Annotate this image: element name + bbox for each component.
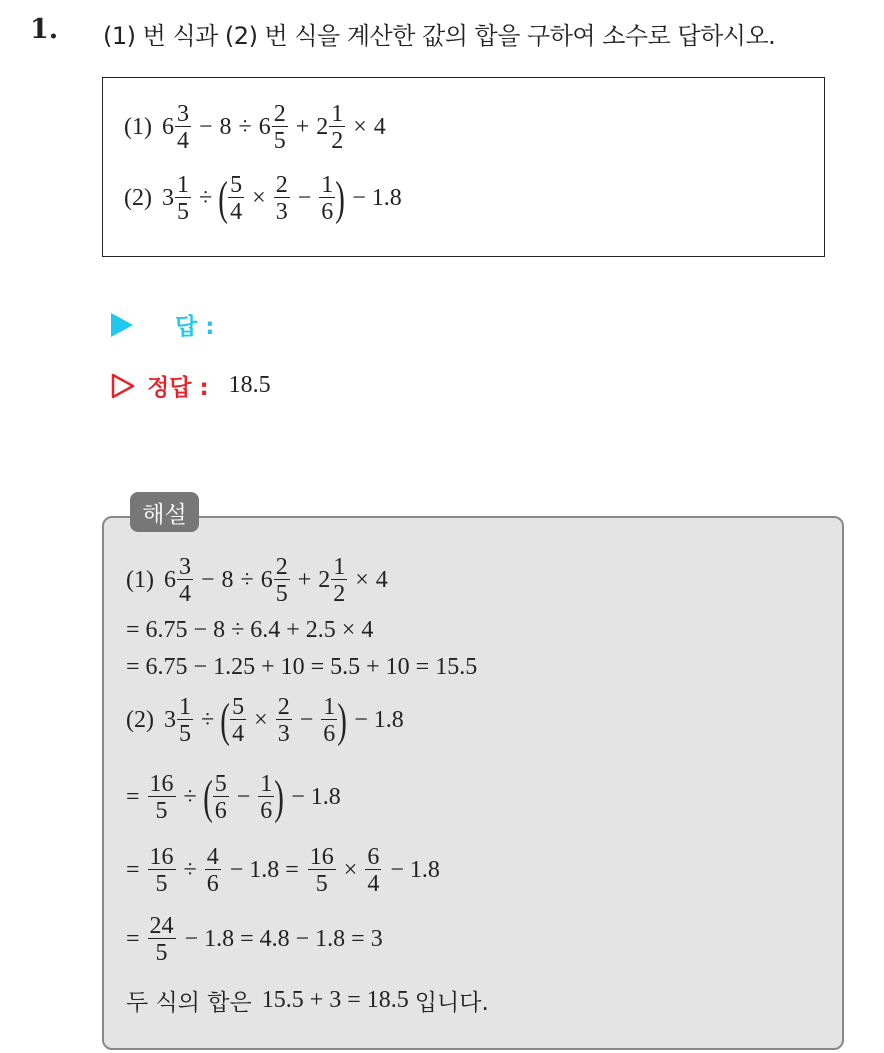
denominator: 6 <box>321 199 334 225</box>
denominator: 3 <box>277 721 290 747</box>
numerator: 5 <box>214 771 227 797</box>
number: 4 <box>373 114 386 140</box>
numerator: 24 <box>149 913 174 939</box>
whole-number: 2 <box>316 114 329 140</box>
whole-number: 3 <box>161 185 174 211</box>
solution-tag: 해설 <box>130 492 199 532</box>
numerator: 1 <box>323 694 336 720</box>
question-text: (1) 번 식과 (2) 번 식을 계산한 값의 합을 구하여 소수로 답하시오. <box>103 22 776 50</box>
whole-number: 3 <box>163 707 176 733</box>
left-paren: ( <box>218 171 228 225</box>
operator: × <box>355 567 369 593</box>
solution-line-3: = 6.75 − 1.25 + 10 = 5.5 + 10 = 15.5 <box>126 654 478 680</box>
fraction <box>308 845 336 896</box>
answer-label: 답 : <box>175 314 215 340</box>
fraction <box>274 173 290 224</box>
operator: + <box>295 114 310 140</box>
operator: × <box>252 185 266 211</box>
operator: − <box>236 784 251 810</box>
denominator: 4 <box>232 721 245 747</box>
numerator: 5 <box>230 172 243 198</box>
numerator: 1 <box>331 101 344 127</box>
fraction <box>177 555 193 606</box>
fraction <box>276 695 292 746</box>
denominator: 5 <box>176 199 189 225</box>
equals-sign: = <box>126 926 140 952</box>
denominator: 5 <box>155 871 168 897</box>
fraction <box>319 173 335 224</box>
fraction <box>331 555 347 606</box>
equals-sign: = <box>126 857 140 883</box>
operator: ÷ <box>200 707 215 733</box>
conclusion-suffix: 입니다. <box>414 990 489 1016</box>
right-paren: ) <box>274 770 285 824</box>
whole-number: 6 <box>258 114 271 140</box>
denominator: 5 <box>275 581 288 607</box>
denominator: 5 <box>273 128 286 154</box>
operator: ÷ <box>238 114 252 140</box>
denominator: 5 <box>155 940 168 966</box>
problem-expression-2 <box>124 173 402 224</box>
denominator: 4 <box>367 871 380 897</box>
fraction <box>258 772 274 823</box>
fraction <box>175 102 191 153</box>
denominator: 6 <box>206 871 219 897</box>
numerator: 6 <box>367 844 380 870</box>
equals-sign: = <box>126 784 140 810</box>
question-number: 1. <box>30 14 59 45</box>
numerator: 3 <box>178 554 191 580</box>
problem-expression-1 <box>124 102 386 153</box>
whole-number: 2 <box>318 567 331 593</box>
expr-tail: − 1.8 <box>390 857 440 883</box>
conclusion-math: 15.5 + 3 = 18.5 <box>261 987 409 1013</box>
operator: × <box>353 114 367 140</box>
fraction <box>205 845 221 896</box>
conclusion-prefix: 두 식의 합은 <box>126 990 252 1016</box>
numerator: 16 <box>149 771 174 797</box>
denominator: 5 <box>155 798 168 824</box>
denominator: 4 <box>178 581 191 607</box>
play-triangle-icon <box>111 313 133 337</box>
expr-label: (1) <box>126 567 154 593</box>
numerator: 5 <box>232 694 245 720</box>
right-paren: ) <box>335 171 346 225</box>
fraction <box>213 772 229 823</box>
fraction <box>175 173 191 224</box>
numerator: 1 <box>333 554 346 580</box>
numerator: 2 <box>273 101 286 127</box>
numerator: 1 <box>178 694 191 720</box>
expr-tail: − 1.8 <box>291 784 341 810</box>
numerator: 4 <box>206 844 219 870</box>
numerator: 2 <box>275 554 288 580</box>
operator: − <box>200 567 215 593</box>
fraction <box>272 102 288 153</box>
number: 8 <box>219 114 232 140</box>
denominator: 4 <box>176 128 189 154</box>
denominator: 2 <box>331 128 344 154</box>
denominator: 6 <box>323 721 336 747</box>
numerator: 1 <box>321 172 334 198</box>
operator: − <box>299 707 314 733</box>
expr-tail: − 1.8 = 4.8 − 1.8 = 3 <box>184 926 383 952</box>
numerator: 2 <box>275 172 288 198</box>
expr-label: (2) <box>126 707 154 733</box>
denominator: 5 <box>178 721 191 747</box>
left-paren: ( <box>202 770 213 824</box>
answer-row <box>111 308 214 341</box>
number: 8 <box>221 567 234 593</box>
solution-conclusion <box>126 984 489 1017</box>
denominator: 4 <box>230 199 243 225</box>
operator: − <box>198 114 213 140</box>
operator: + <box>297 567 312 593</box>
expr-middle: − 1.8 = <box>229 857 299 883</box>
fraction <box>148 845 176 896</box>
numerator: 1 <box>260 771 273 797</box>
fraction <box>321 695 337 746</box>
solution-line-7 <box>126 914 383 965</box>
operator: ÷ <box>240 567 254 593</box>
numerator: 1 <box>176 172 189 198</box>
numerator: 2 <box>277 694 290 720</box>
solution-line-4 <box>126 695 404 746</box>
denominator: 5 <box>315 871 328 897</box>
fraction <box>177 695 193 746</box>
numerator: 3 <box>176 101 189 127</box>
fraction <box>274 555 290 606</box>
fraction <box>329 102 345 153</box>
whole-number: 6 <box>260 567 273 593</box>
left-paren: ( <box>220 693 230 747</box>
correct-answer-row <box>111 369 271 402</box>
expr-label: (2) <box>124 185 152 211</box>
solution-line-6 <box>126 845 440 896</box>
correct-label: 정답 : <box>147 375 209 401</box>
outline-triangle-icon <box>111 373 135 399</box>
operator: ÷ <box>198 185 213 211</box>
solution-line-5 <box>126 772 341 823</box>
operator: − <box>297 185 312 211</box>
operator: ÷ <box>183 857 197 883</box>
whole-number: 6 <box>161 114 174 140</box>
solution-line-2: = 6.75 − 8 ÷ 6.4 + 2.5 × 4 <box>126 617 374 643</box>
correct-value: 18.5 <box>228 372 271 398</box>
numerator: 16 <box>149 844 174 870</box>
expr-label: (1) <box>124 114 152 140</box>
number: 4 <box>375 567 388 593</box>
right-paren: ) <box>337 693 348 747</box>
denominator: 6 <box>260 798 273 824</box>
fraction <box>148 772 176 823</box>
fraction <box>228 173 244 224</box>
operator: ÷ <box>183 784 197 810</box>
numerator: 16 <box>309 844 334 870</box>
denominator: 2 <box>333 581 346 607</box>
fraction <box>230 695 246 746</box>
expr-tail: − 1.8 <box>352 185 402 211</box>
operator: × <box>343 857 358 883</box>
fraction <box>365 845 381 896</box>
operator: × <box>254 707 268 733</box>
solution-line-1 <box>126 555 388 606</box>
denominator: 3 <box>275 199 288 225</box>
whole-number: 6 <box>163 567 176 593</box>
denominator: 6 <box>214 798 227 824</box>
fraction <box>148 914 176 965</box>
expr-tail: − 1.8 <box>354 707 404 733</box>
